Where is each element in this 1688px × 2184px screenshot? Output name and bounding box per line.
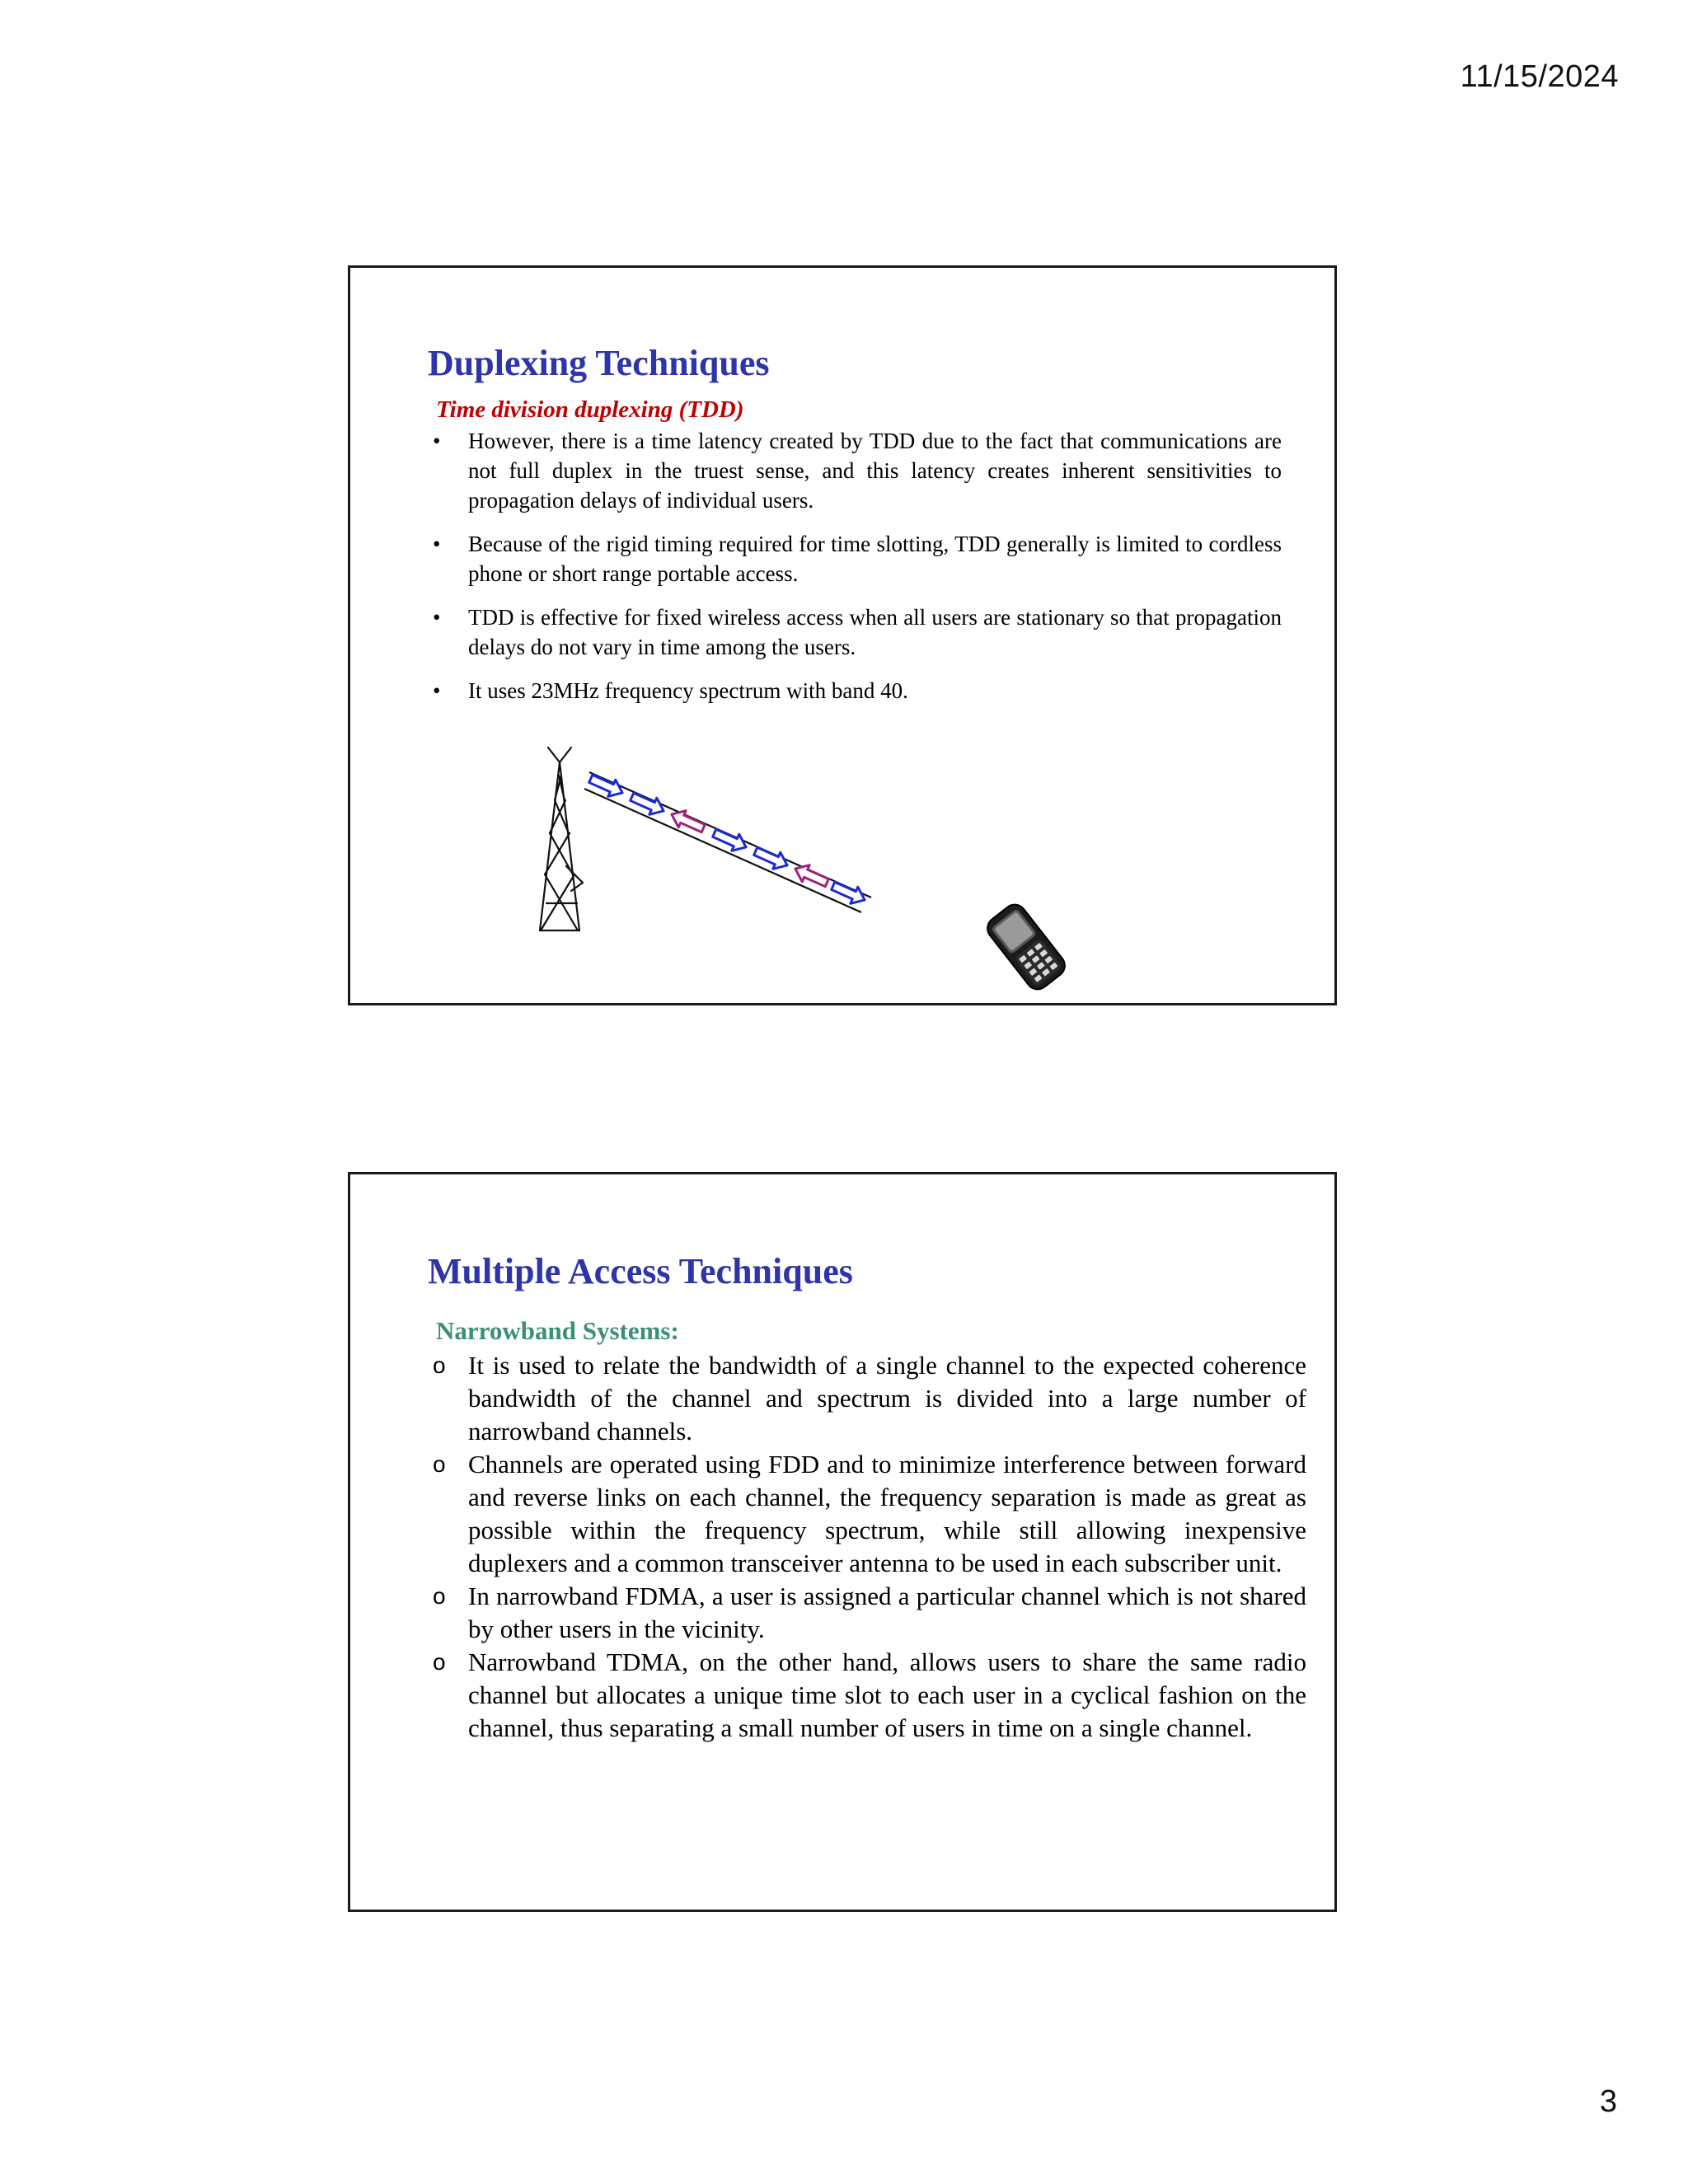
slide-duplexing-techniques [348, 265, 1337, 1005]
tdd-time-slots [587, 771, 868, 908]
list-item [429, 1646, 1306, 1745]
bullet-marker: o [433, 1352, 446, 1378]
list-item [429, 529, 1282, 588]
tdd-diagram [532, 743, 878, 998]
bullet-text: Narrowband TDMA, on the other hand, allows users to share the same radio channel but allocates a unique time slot to each user in a cyclical fashion on the channel, thus separating a small number of users in time on a single channel. [468, 1647, 1306, 1742]
slide-subtitle: Time division duplexing (TDD) [436, 396, 744, 423]
page-date: 11/15/2024 [1460, 59, 1619, 94]
bullet-text: However, there is a time latency created by TDD due to the fact that communications are not full duplex in the truest sense, and this latency creates inherent sensitivities to propagation delays of individual users. [468, 429, 1282, 513]
bullet-marker: o [433, 1583, 446, 1609]
list-item [429, 1580, 1306, 1646]
bullet-list [429, 1349, 1306, 1745]
bullet-marker: • [433, 678, 441, 703]
bullet-text: Because of the rigid timing required for time slotting, TDD generally is limited to cordless phone or short range portable access. [468, 532, 1282, 586]
page-number: 3 [1599, 2084, 1617, 2119]
list-item [429, 1448, 1306, 1580]
tower-icon [540, 748, 583, 930]
slide-title: Multiple Access Techniques [428, 1251, 853, 1291]
bullet-marker: o [433, 1649, 446, 1675]
slide-multiple-access-techniques [348, 1172, 1337, 1912]
bullet-text: It is used to relate the bandwidth of a single channel to the expected coherence bandwidth of the channel and spectrum is divided into a large number of narrowband channels. [468, 1351, 1306, 1446]
bullet-marker: • [433, 532, 441, 556]
list-item [429, 676, 1282, 705]
bullet-text: In narrowband FDMA, a user is assigned a particular channel which is not shared by other users in the vicinity. [468, 1582, 1306, 1643]
mobile-phone-icon [977, 898, 1084, 996]
bullet-marker: • [433, 429, 441, 453]
bullet-text: It uses 23MHz frequency spectrum with band 40. [468, 678, 908, 703]
list-item [429, 426, 1282, 515]
list-item [429, 602, 1282, 662]
bullet-text: TDD is effective for fixed wireless access when all users are stationary so that propagation delays do not vary in time among the users. [468, 605, 1282, 659]
list-item [429, 1349, 1306, 1448]
bullet-list [429, 426, 1282, 719]
slide-title: Duplexing Techniques [428, 343, 770, 383]
bullet-marker: o [433, 1451, 446, 1477]
bullet-marker: • [433, 605, 441, 630]
bullet-text: Channels are operated using FDD and to minimize interference between forward and reverse links on each channel, the frequency separation is made as great as possible within the frequency spectrum, while still allowing inexpensive duplexers and a common transceiver antenna to be used in each subscriber unit. [468, 1450, 1306, 1577]
slide-subtitle: Narrowband Systems: [436, 1316, 679, 1345]
